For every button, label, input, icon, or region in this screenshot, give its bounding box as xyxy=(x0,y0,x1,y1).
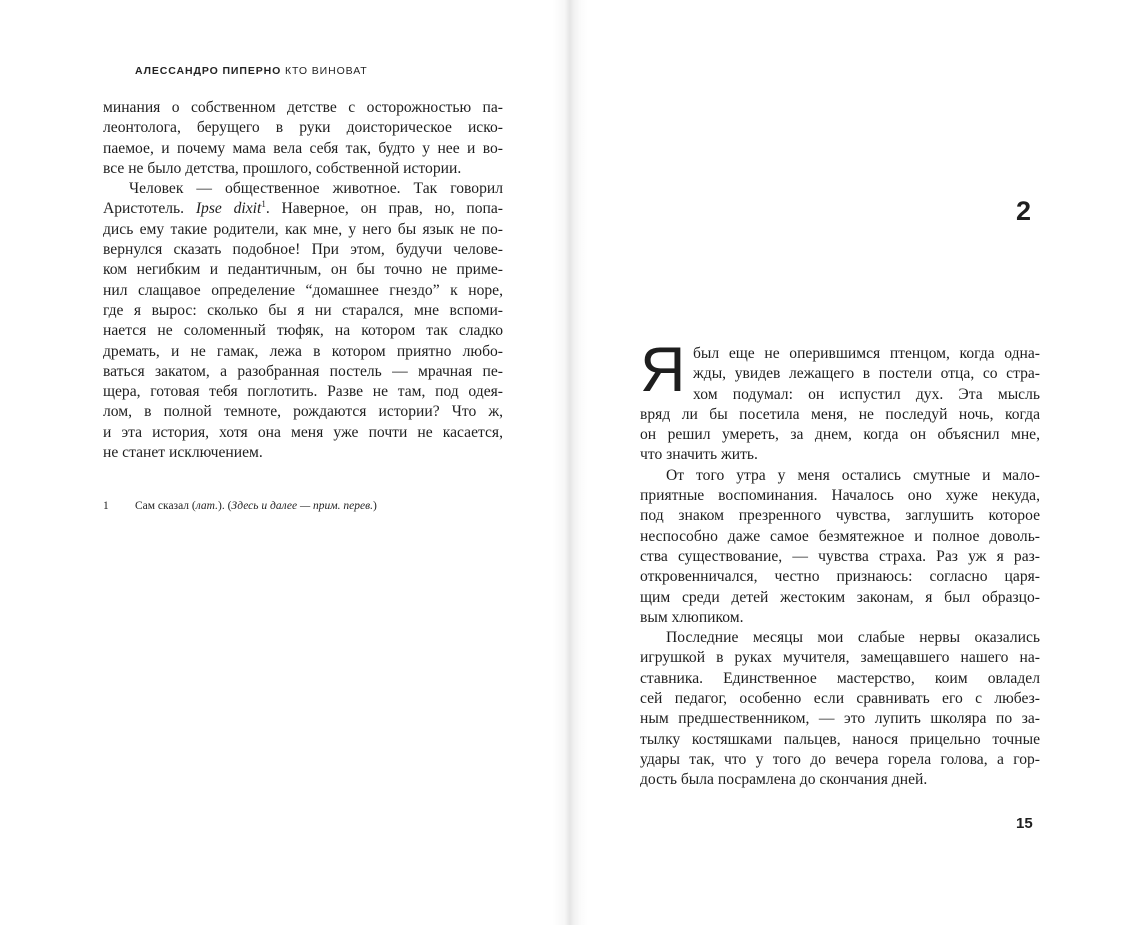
text-line: нается не соломенный тюфяк, на котором так сладко xyxy=(103,322,503,340)
text-line: щим среди детей жестоким законам, я был образцо- xyxy=(640,588,1040,606)
text-line: вым хлюпиком. xyxy=(640,608,744,626)
footnote-note: Здесь и далее — прим. перев. xyxy=(231,500,373,512)
text-line: дись ему такие родители, как мне, у него бы язык не по- xyxy=(103,220,503,238)
text-line: удары так, что у того до вечера горела голова, а гор- xyxy=(640,750,1040,768)
left-page-text xyxy=(103,98,503,463)
running-head-title: КТО ВИНОВАТ xyxy=(285,65,368,77)
text-line: Человек — общественное животное. Так говорил xyxy=(129,180,503,198)
footnote-ref: 1 xyxy=(261,199,266,210)
footnote-text: Сам сказал ( xyxy=(135,500,196,512)
text-line: ставника. Единственное мастерство, коим овладел xyxy=(640,669,1040,687)
text-line: минания о собственном детстве с осторожностью па- xyxy=(103,99,503,116)
text-line: вернулся сказать подобное! При этом, будучи челове- xyxy=(103,241,503,259)
footnote-number: 1 xyxy=(103,500,109,512)
text-line: леонтолога, берущего в руки доисторическое иско- xyxy=(103,119,503,137)
text-line: нил слащавое определение “домашнее гнездо” к норе, xyxy=(103,281,503,299)
text-line: дость была посрамлена до скончания дней. xyxy=(640,771,928,789)
text-line: ным предшественником, — это лупить школяра по за- xyxy=(640,710,1040,728)
right-page-text xyxy=(640,344,1040,791)
text-line: что значить жить. xyxy=(640,446,758,464)
running-head-author: АЛЕССАНДРО ПИПЕРНО xyxy=(135,65,282,77)
footnote xyxy=(103,500,377,512)
text-line: лом, в полной темноте, рождаются истории? Что ж, xyxy=(103,403,503,421)
text-line: не станет исключением. xyxy=(103,444,263,462)
footnote-text: ) xyxy=(372,500,377,512)
text-line: дремать, и не гамак, лежа в котором приятно любо- xyxy=(103,342,503,360)
text-line: где я вырос: сколько бы я ни старался, мне вспоми- xyxy=(103,301,503,319)
text-line: все не было детства, прошлого, собственной истории. xyxy=(103,159,462,177)
text-line: жды, увидев лежащего в постели отца, со стра- xyxy=(693,365,1040,383)
text-line: тылку костяшками пальцев, нанося прицельно точные xyxy=(640,730,1040,748)
chapter-number: 2 xyxy=(1016,196,1032,226)
text-line xyxy=(103,199,503,219)
text-line: игрушкой в руках мучителя, замещавшего нашего на- xyxy=(640,649,1040,667)
footnote-text: ). ( xyxy=(217,500,232,512)
text-line: неспособно даже самое безмятежное и полное доволь- xyxy=(640,527,1040,545)
text-run: . Наверное, он прав, но, попа- xyxy=(265,200,503,218)
text-line: сей педагог, особенно если сравнивать его с любез- xyxy=(640,690,1040,708)
footnote-lang: лат. xyxy=(195,500,218,512)
text-line: паемое, и почему мама вела себя так, будто у нее и во- xyxy=(103,139,503,157)
text-line: был еще не оперившимся птенцом, когда одна- xyxy=(693,345,1040,362)
text-line: ства существование, — чувства страха. Раз уж я раз- xyxy=(640,547,1040,565)
page-number: 15 xyxy=(1016,815,1033,832)
text-run: Аристотель. xyxy=(103,200,185,218)
text-line: приятные воспоминания. Началось оно хуже некуда, xyxy=(640,487,1040,505)
text-line: ком негибким и педантичным, он бы точно не приме- xyxy=(103,261,503,279)
text-line: откровенничался, честно признаюсь: согласно царя- xyxy=(640,568,1040,586)
drop-cap: Я xyxy=(640,335,686,405)
italic-phrase: Ipse dixit xyxy=(195,200,262,218)
text-line: От того утра у меня остались смутные и мало- xyxy=(666,466,1040,484)
text-line: вряд ли бы посетила меня, не последуй ночь, когда xyxy=(640,405,1040,423)
text-line: Последние месяцы мои слабые нервы оказались xyxy=(666,629,1040,647)
text-line: хом подумал: он испустил дух. Эта мысль xyxy=(693,385,1040,403)
running-head xyxy=(135,65,368,77)
text-line: и эта история, хотя она меня уже почти не касается, xyxy=(103,423,503,441)
text-line: он решил умереть, за днем, когда он объяснил мне, xyxy=(640,426,1040,444)
text-line: ваться закатом, а разобранная постель — мрачная пе- xyxy=(103,362,503,380)
text-line: щера, готовая тебя поглотить. Разве не там, под одея- xyxy=(103,383,503,401)
text-line: под знаком презренного чувства, заглушить которое xyxy=(640,507,1040,525)
